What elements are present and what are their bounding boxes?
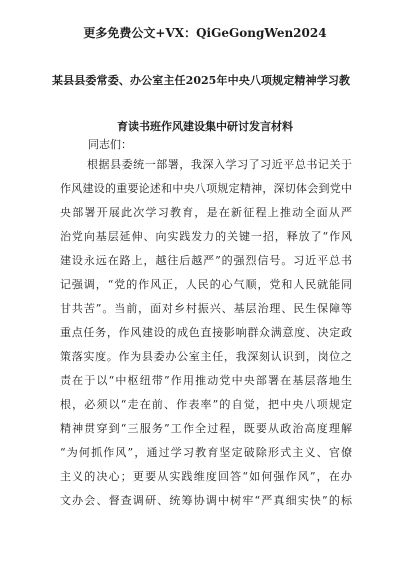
paragraph-line: 建设永远在路上，越往后越严”的强烈信号。习近平总书: [60, 254, 352, 267]
paragraph-line: 作风建设的重要论述和中央八项规定精神，深切体会到党中: [60, 182, 352, 195]
paragraph-line: 文办会、督查调研、统筹协调中树牢“严真细实快”的标: [60, 494, 352, 507]
paragraph-line: 根据县委统一部署，我深入学习了习近平总书记关于: [87, 158, 352, 171]
paragraph-line: 策落实度。作为县委办公室主任，我深刻认识到，岗位之: [60, 350, 352, 363]
promo-header: 更多免费公文+VX：QiGeGongWen2024: [83, 26, 327, 40]
paragraph-line: “为何抓作风”，通过学习教育坚定破除形式主义、官僚: [60, 446, 352, 459]
paragraph-line: 责在于以“中枢纽带”作用推动党中央部署在基层落地生: [60, 374, 352, 387]
salutation: 同志们：: [88, 138, 132, 151]
document-title-line-1: 某县县委常委、办公室主任2025年中央八项规定精神学习教: [52, 74, 350, 87]
paragraph-line: 治党向基层延伸、向实践发力的关键一招，释放了“作风: [60, 230, 352, 243]
body-paragraph: [60, 153, 352, 513]
paragraph-line: 甘共苦”。当前，面对乡村振兴、基层治理、民生保障等: [60, 302, 352, 315]
paragraph-line: 根，必须以“走在前、作表率”的自觉，把中央八项规定: [60, 398, 352, 411]
paragraph-line: 记强调，“党的作风正，人民的心气顺，党和人民就能同: [60, 278, 352, 291]
paragraph-line: 央部署开展此次学习教育，是在新征程上推动全面从严: [60, 206, 352, 219]
paragraph-line: 精神贯穿到“三服务”工作全过程，既要从政治高度理解: [60, 422, 352, 435]
paragraph-line: 主义的决心；更要从实践维度回答“如何强作风”，在办: [60, 470, 352, 483]
paragraph-line: 重点任务，作风建设的成色直接影响群众满意度、决定政: [60, 326, 352, 339]
document-title-line-2: 育读书班作风建设集中研讨发言材料: [117, 120, 293, 133]
